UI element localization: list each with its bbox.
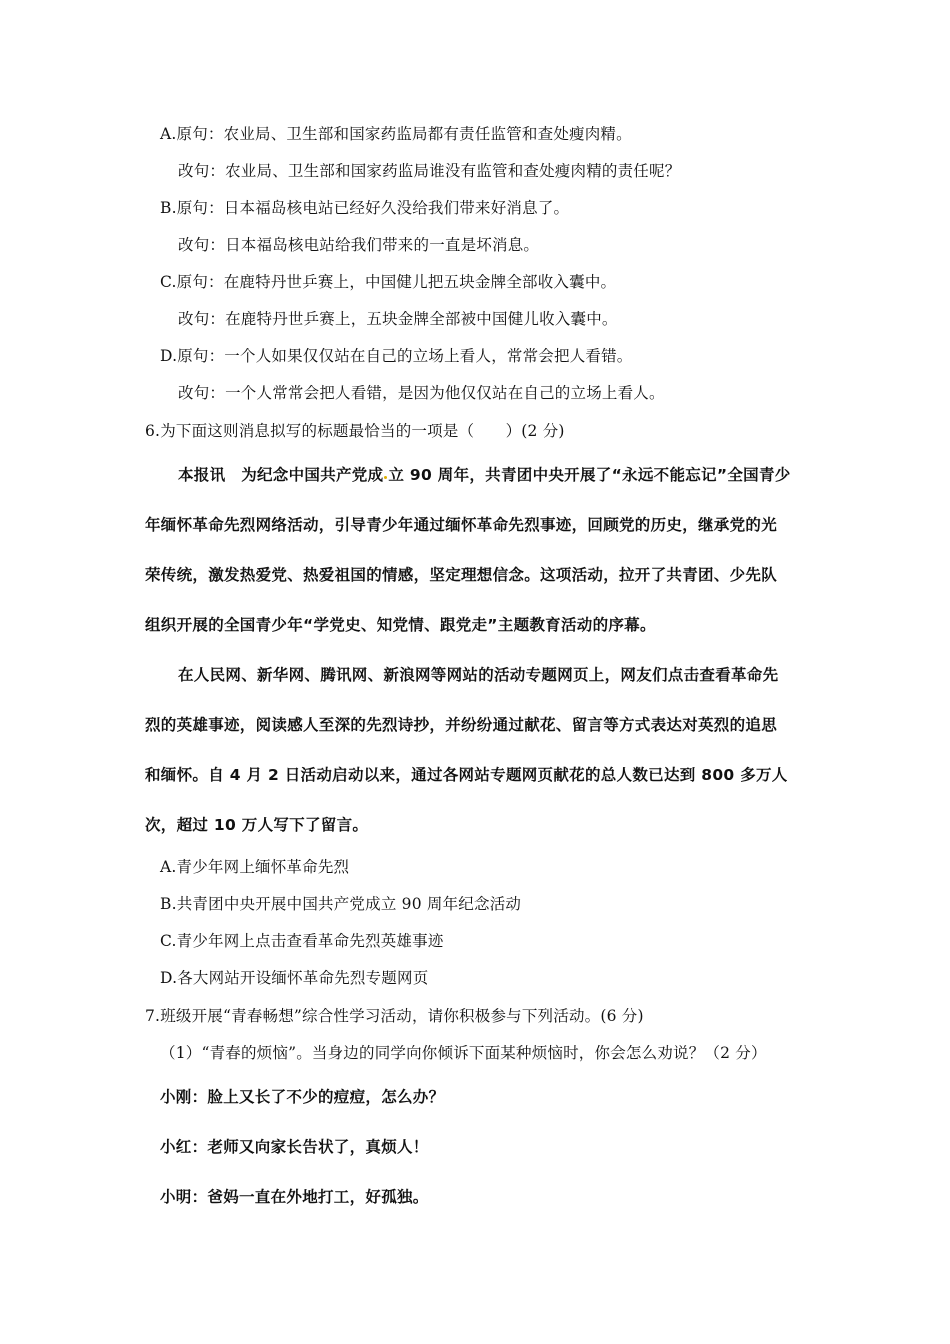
q6-option-d: D.各大网站开设缅怀革命先烈专题网页 xyxy=(160,969,429,987)
dialogue-xiaogang: 小刚：脸上又长了不少的痘痘，怎么办？ xyxy=(160,1088,445,1106)
option-a-original: A.原句：农业局、卫生部和国家药监局都有责任监管和查处瘦肉精。 xyxy=(160,125,632,143)
option-c-original: C.原句：在鹿特丹世乒赛上，中国健儿把五块金牌全部收入囊中。 xyxy=(160,273,617,291)
passage-p2-line1: 在人民网、新华网、腾讯网、新浪网等网站的活动专题网页上，网友们点击查看革命先 xyxy=(178,666,779,684)
q6-option-a: A.青少年网上缅怀革命先烈 xyxy=(160,858,350,876)
option-b-original: B.原句：日本福岛核电站已经好久没给我们带来好消息了。 xyxy=(160,199,570,217)
option-d-revised: 改句：一个人常常会把人看错，是因为他仅仅站在自己的立场上看人。 xyxy=(178,384,665,402)
option-c-revised: 改句：在鹿特丹世乒赛上，五块金牌全部被中国健儿收入囊中。 xyxy=(178,310,618,328)
passage-p1-line4: 组织开展的全国青少年“学党史、知党情、跟党走”主题教育活动的序幕。 xyxy=(145,616,656,634)
passage-p1-line1: 本报讯 为纪念中国共产党成 立 90 周年，共青团中央开展了“永远不能忘记”全国青少 xyxy=(178,466,791,484)
passage-p2-line2: 烈的英雄事迹，阅读感人至深的先烈诗抄，并纷纷通过献花、留言等方式表达对英烈的追思 xyxy=(145,716,778,734)
option-a-revised: 改句：农业局、卫生部和国家药监局谁没有监管和查处瘦肉精的责任呢？ xyxy=(178,162,681,180)
stray-mark xyxy=(384,476,387,479)
question-6-stem: 6.为下面这则消息拟写的标题最恰当的一项是（ ）(2 分) xyxy=(145,422,565,440)
question-7-stem: 7.班级开展“青春畅想”综合性学习活动，请你积极参与下列活动。(6 分) xyxy=(145,1007,644,1025)
q6-option-c: C.青少年网上点击查看革命先烈英雄事迹 xyxy=(160,932,444,950)
passage-p1-line2: 年缅怀革命先烈网络活动，引导青少年通过缅怀革命先烈事迹，回顾党的历史，继承党的光 xyxy=(145,516,778,534)
dialogue-xiaoming: 小明：爸妈一直在外地打工，好孤独。 xyxy=(160,1188,429,1206)
dialogue-xiaohong: 小红：老师又向家长告状了，真烦人！ xyxy=(160,1138,429,1156)
passage-p1-line3: 荣传统，激发热爱党、热爱祖国的情感，坚定理想信念。这项活动，拉开了共青团、少先队 xyxy=(145,566,778,584)
passage-p2-line3: 和缅怀。自 4 月 2 日活动启动以来，通过各网站专题网页献花的总人数已达到 800 多万人 xyxy=(145,766,788,784)
option-b-revised: 改句：日本福岛核电站给我们带来的一直是坏消息。 xyxy=(178,236,540,254)
option-d-original: D.原句：一个人如果仅仅站在自己的立场上看人，常常会把人看错。 xyxy=(160,347,633,365)
question-7-sub1: （1）“青春的烦恼”。当身边的同学向你倾诉下面某种烦恼时，你会怎么劝说？（2 分） xyxy=(160,1044,767,1062)
q6-option-b: B.共青团中央开展中国共产党成立 90 周年纪念活动 xyxy=(160,895,522,913)
passage-p2-line4: 次，超过 10 万人写下了留言。 xyxy=(145,816,369,834)
